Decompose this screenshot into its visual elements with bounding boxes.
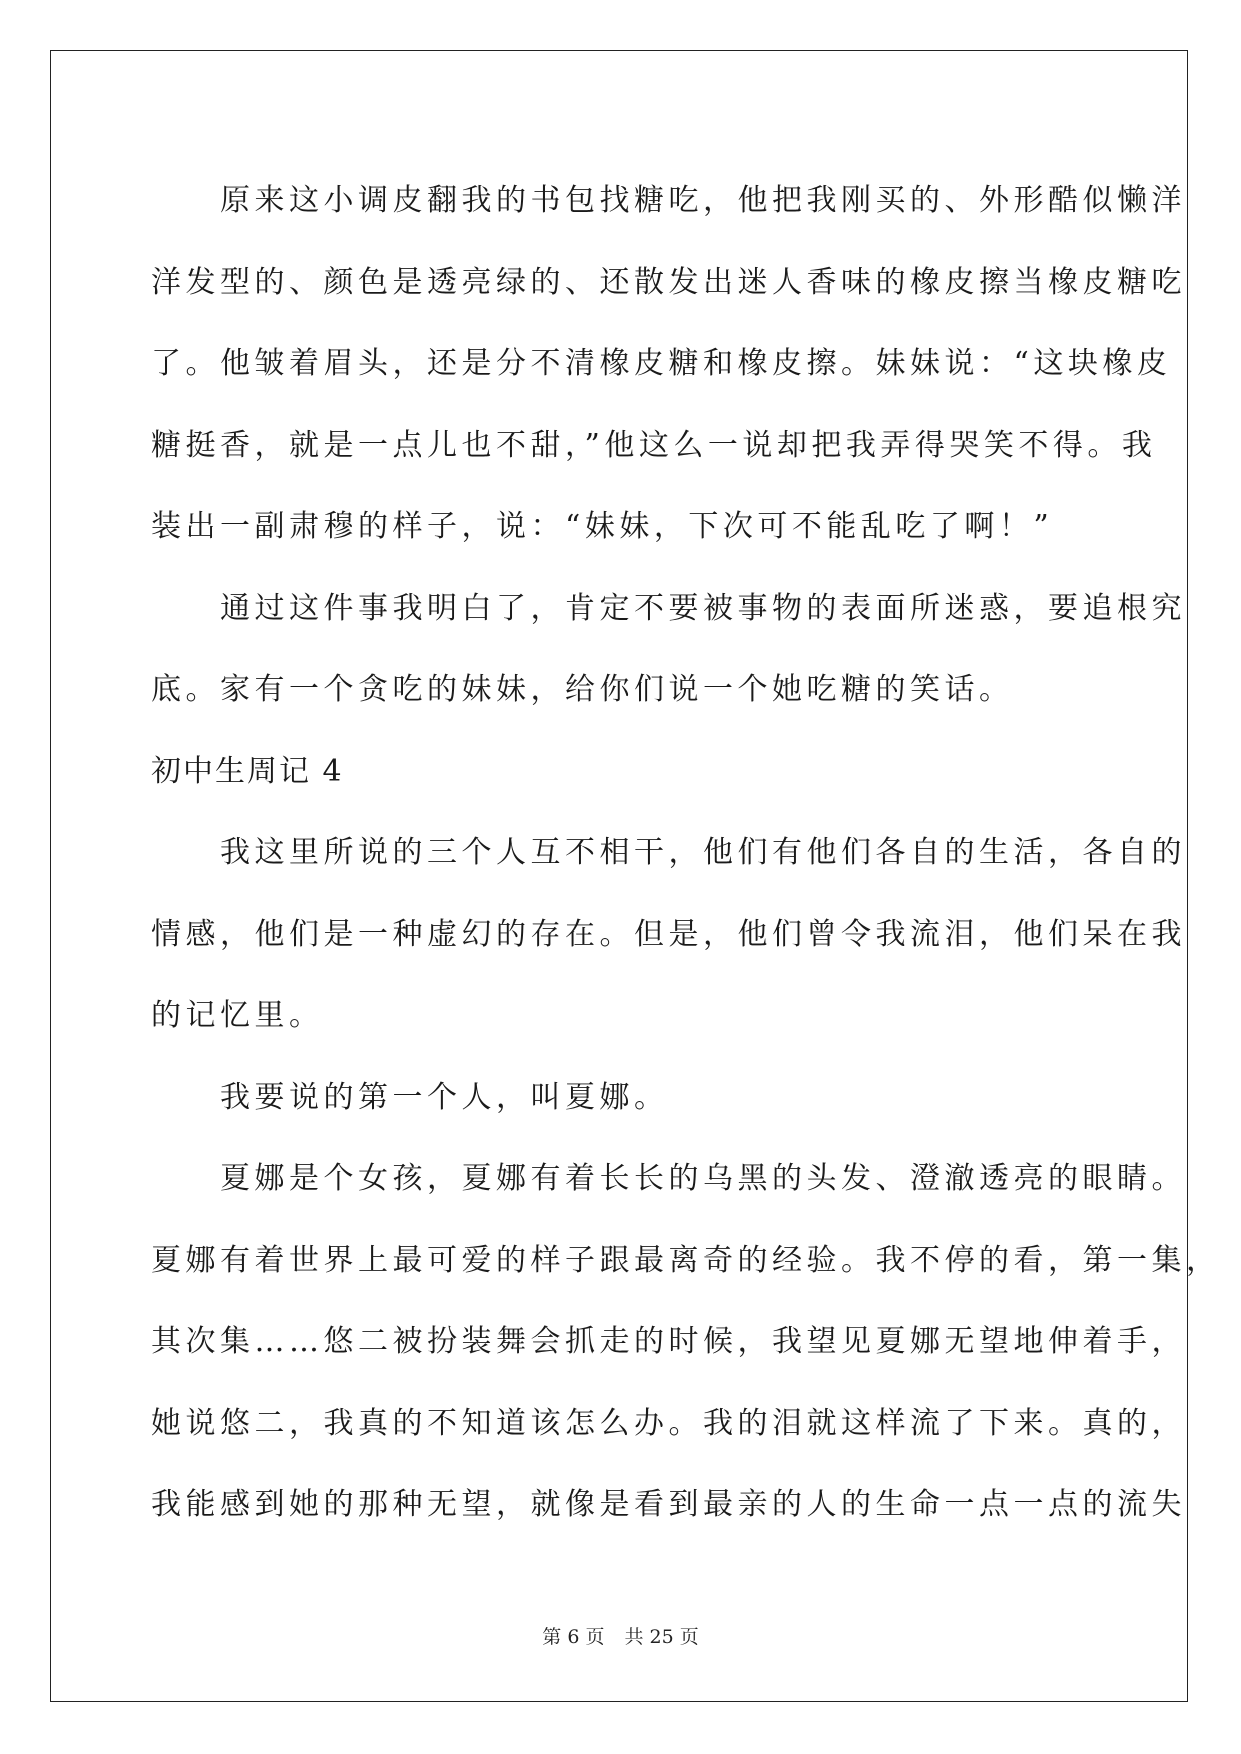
text-line bbox=[151, 486, 1097, 568]
text-line bbox=[151, 568, 1186, 650]
text-line bbox=[151, 975, 1097, 1057]
text-line-content: 夏娜是个女孩，夏娜有着长长的乌黑的头发、澄澈透亮的眼睛。 bbox=[151, 1161, 1186, 1196]
text-line-content: 通过这件事我明白了，肯定不要被事物的表面所迷惑，要追根究 bbox=[151, 590, 1186, 626]
text-line bbox=[151, 1383, 1186, 1465]
text-line-content: 我要说的第一个人，叫夏娜。 bbox=[151, 1079, 669, 1115]
text-line-content: 她说悠二，我真的不知道该怎么办。我的泪就这样流了下来。真的， bbox=[151, 1405, 1186, 1441]
page-footer bbox=[0, 1622, 1241, 1649]
text-line-content: 夏娜有着世界上最可爱的样子跟最离奇的经验。我不停的看，第一集， bbox=[151, 1242, 1221, 1278]
text-line bbox=[151, 242, 1186, 324]
text-line bbox=[151, 405, 1157, 487]
text-line bbox=[151, 812, 1186, 894]
text-line bbox=[151, 649, 1097, 731]
text-line bbox=[151, 160, 1186, 242]
text-line-content: 我这里所说的三个人互不相干，他们有他们各自的生活，各自的 bbox=[151, 835, 1186, 870]
text-line-content: 装出一副肃穆的样子，说：“妹妹，下次可不能乱吃了啊！” bbox=[151, 509, 1054, 544]
document-body bbox=[151, 160, 1221, 1546]
text-line bbox=[151, 1138, 1186, 1220]
text-line-content: 了。他皱着眉头，还是分不清橡皮糖和橡皮擦。妹妹说：“这块橡皮 bbox=[151, 346, 1172, 381]
section-heading bbox=[151, 731, 1097, 813]
text-line-content: 糖挺香，就是一点儿也不甜，”他这么一说却把我弄得哭笑不得。我 bbox=[151, 427, 1157, 463]
page-number-current: 第 6 页 bbox=[542, 1626, 605, 1648]
text-line bbox=[151, 894, 1186, 976]
text-line-content: 底。家有一个贪吃的妹妹，给你们说一个她吃糖的笑话。 bbox=[151, 672, 1014, 707]
text-line bbox=[151, 1464, 1186, 1546]
text-line-content: 洋发型的、颜色是透亮绿的、还散发出迷人香味的橡皮擦当橡皮糖吃 bbox=[151, 264, 1186, 300]
text-line bbox=[151, 1220, 1221, 1302]
page-number-total: 共 25 页 bbox=[624, 1626, 699, 1648]
text-line-content: 我能感到她的那种无望，就像是看到最亲的人的生命一点一点的流失 bbox=[151, 1487, 1186, 1522]
text-line-content: 的记忆里。 bbox=[151, 998, 324, 1033]
text-line-content: 原来这小调皮翻我的书包找糖吃，他把我刚买的、外形酷似懒洋 bbox=[151, 183, 1186, 218]
text-line bbox=[151, 1301, 1186, 1383]
section-heading-text: 初中生周记 4 bbox=[151, 753, 344, 789]
text-line bbox=[151, 323, 1172, 405]
text-line bbox=[151, 1057, 1097, 1139]
text-line-content: 情感，他们是一种虚幻的存在。但是，他们曾令我流泪，他们呆在我 bbox=[151, 916, 1186, 952]
text-line-content: 其次集……悠二被扮装舞会抓走的时候，我望见夏娜无望地伸着手， bbox=[151, 1324, 1186, 1359]
